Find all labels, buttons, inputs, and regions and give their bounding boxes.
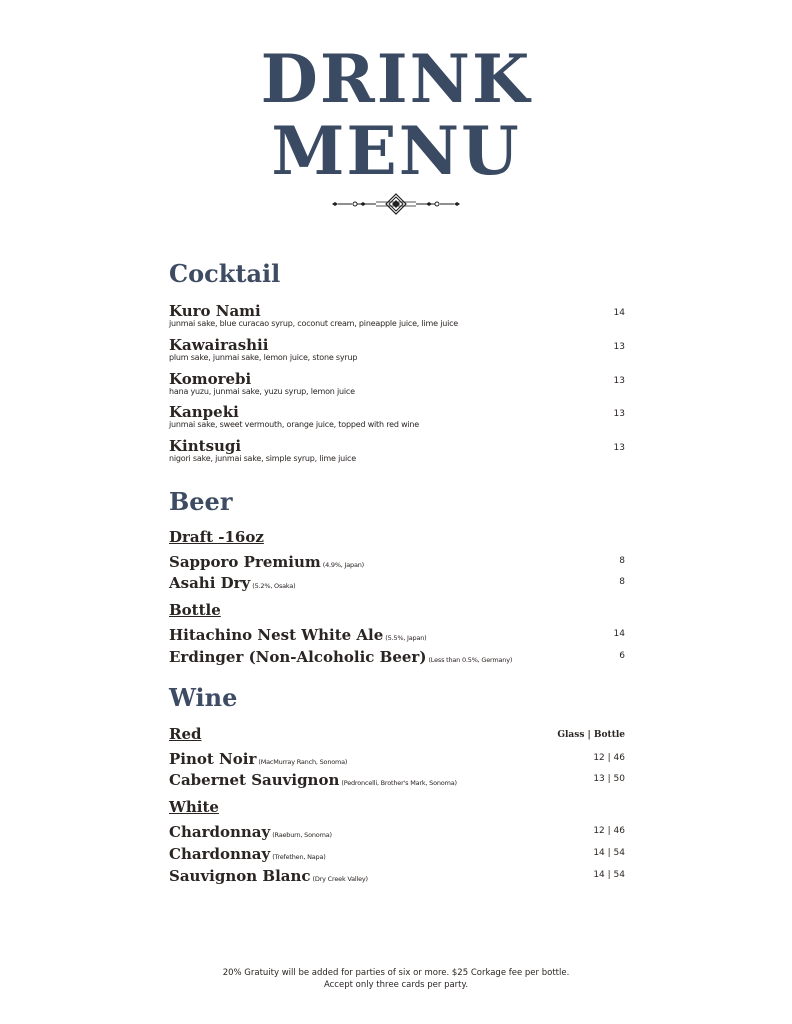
cocktail-item: [169, 338, 625, 362]
footer-line1: 20% Gratuity will be added for parties of six or more. $25 Corkage fee per bottle.: [222, 968, 570, 978]
cocktail-name: Komorebi: [169, 370, 252, 388]
cocktail-price: 13: [613, 409, 625, 419]
wine-note: (MacMurray Ranch, Sonoma): [258, 758, 348, 766]
glass-bottle-header: Glass | Bottle: [557, 730, 625, 740]
beer-price: 8: [619, 577, 625, 587]
cocktail-desc: nigori sake, junmai sake, simple syrup, lime juice: [169, 454, 356, 463]
beer-note: (Less than 0.5%, Germany): [428, 656, 513, 664]
wine-name: Cabernet Sauvignon: [169, 771, 340, 789]
beer-price: 6: [619, 651, 625, 661]
cocktail-heading: Cocktail: [169, 259, 281, 288]
wine-price: 12 | 46: [593, 826, 625, 836]
cocktail-desc: junmai sake, blue curacao syrup, coconut cream, pineapple juice, lime juice: [169, 319, 459, 328]
beer-note: (4.9%, Japan): [322, 561, 364, 569]
menu-title-line1: DRINK: [260, 40, 532, 118]
wine-row: [169, 866, 625, 884]
wine-row: [169, 844, 625, 862]
beer-name: Asahi Dry: [169, 574, 251, 592]
beer-row: [169, 625, 625, 643]
beer-price: 14: [613, 629, 625, 639]
beer-row: [169, 573, 625, 591]
wine-note: (Dry Creek Valley): [312, 875, 368, 883]
beer-row: [169, 552, 625, 570]
draft-subheading: Draft -16oz: [169, 528, 264, 546]
bottle-subheading: Bottle: [169, 601, 221, 619]
beer-price: 8: [619, 556, 625, 566]
wine-price: 14 | 54: [593, 848, 625, 858]
red-subheading: Red: [169, 725, 202, 743]
beer-name: Erdinger (Non-Alcoholic Beer): [169, 648, 427, 666]
cocktail-item: [169, 304, 625, 328]
wine-note: (Raeburn, Sonoma): [272, 831, 332, 839]
cocktail-name: Kuro Nami: [169, 302, 261, 320]
wine-note: (Pedroncelli, Brother's Mark, Sonoma): [341, 779, 457, 787]
cocktail-item: [169, 439, 625, 463]
cocktail-price: 14: [613, 308, 625, 318]
wine-row: [169, 822, 625, 840]
cocktail-price: 13: [613, 443, 625, 453]
cocktail-name: Kanpeki: [169, 403, 239, 421]
wine-heading: Wine: [169, 683, 238, 712]
cocktail-desc: hana yuzu, junmai sake, yuzu syrup, lemon juice: [169, 387, 355, 396]
footer-line2: Accept only three cards per party.: [323, 980, 469, 990]
wine-price: 14 | 54: [593, 870, 625, 880]
cocktail-name: Kintsugi: [169, 437, 242, 455]
white-subheading: White: [169, 798, 219, 816]
wine-name: Sauvignon Blanc: [169, 867, 311, 885]
wine-price: 12 | 46: [593, 753, 625, 763]
wine-name: Chardonnay: [169, 845, 271, 863]
beer-note: (5.2%, Osaka): [252, 582, 296, 590]
cocktail-desc: junmai sake, sweet vermouth, orange juice, topped with red wine: [169, 420, 420, 429]
wine-price: 13 | 50: [593, 774, 625, 784]
beer-row: [169, 647, 625, 665]
cocktail-price: 13: [613, 342, 625, 352]
cocktail-price: 13: [613, 376, 625, 386]
menu-title-line2: MENU: [271, 112, 521, 190]
beer-name: Sapporo Premium: [169, 553, 321, 571]
wine-name: Pinot Noir: [169, 750, 257, 768]
beer-note: (5.5%, Japan): [385, 634, 427, 642]
wine-row: [169, 770, 625, 788]
wine-row: [169, 749, 625, 767]
beer-name: Hitachino Nest White Ale: [169, 626, 384, 644]
cocktail-desc: plum sake, junmai sake, lemon juice, stone syrup: [169, 353, 358, 362]
art-deco-divider-icon: [330, 193, 462, 215]
cocktail-name: Kawairashii: [169, 336, 269, 354]
beer-heading: Beer: [169, 487, 233, 516]
cocktail-item: [169, 372, 625, 396]
cocktail-item: [169, 405, 625, 429]
wine-name: Chardonnay: [169, 823, 271, 841]
wine-note: (Trefethen, Napa): [272, 853, 326, 861]
footer-note: [0, 967, 792, 991]
